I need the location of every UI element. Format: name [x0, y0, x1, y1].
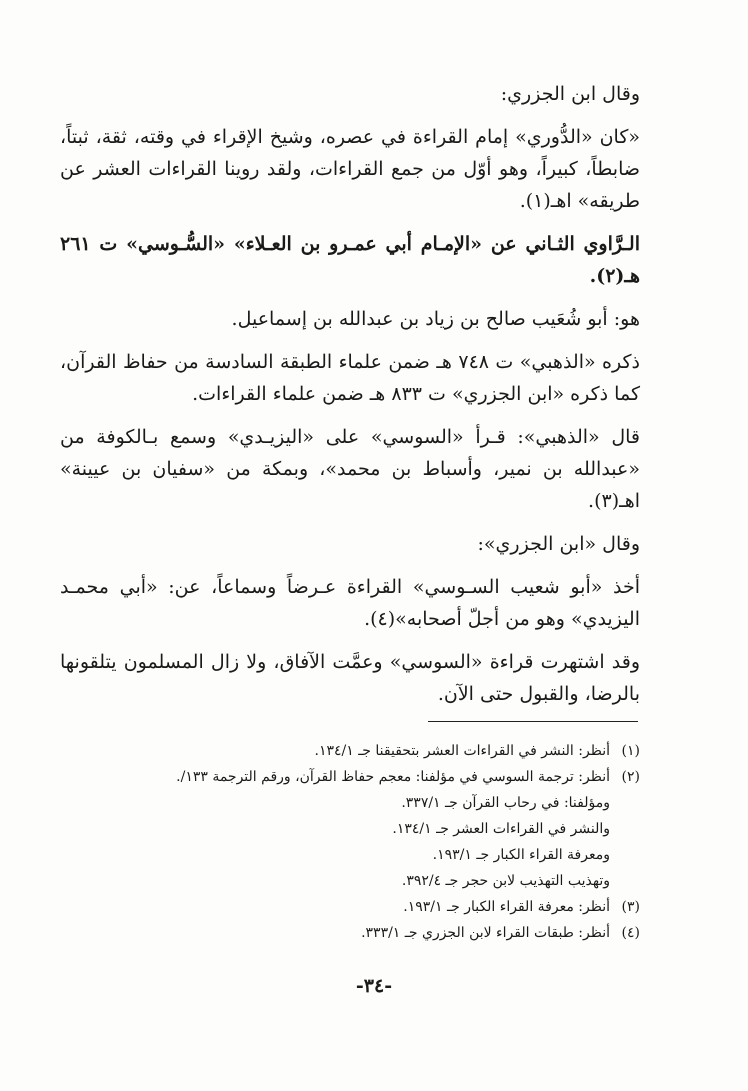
footnote-text: أنظر: طبقات القراء لابن الجزري جـ ٣٣٣/١. [361, 925, 610, 941]
footnotes [60, 738, 640, 946]
paragraph-duri-quote: «كان «الدُّوري» إمام القراءة في عصره، وشيخ الإقراء في وقته، ثقة، ثبتاً، ضابطاً، كبيراً، وهو أوّل من جمع القراءات، ولقد روينا القراءات العشر عن طريقه» اهـ(١). [60, 126, 640, 212]
footnote-text: أنظر: النشر في القراءات العشر بتحقيقنا جـ ١٣٤/١. [314, 743, 610, 759]
footnote-2-ref: ومؤلفنا: في رحاب القرآن جـ ٣٣٧/١. [401, 795, 610, 811]
paragraph-abu-shuayb: أخذ «أبو شعيب السـوسي» القراءة عـرضاً وسماعاً، عن: «أبي محمـد اليزيدي» وهو من أجلّ أصحابه»(٤). [60, 576, 640, 630]
footnote-number: (٣) [621, 899, 640, 915]
paragraph-dhahabi-mention: ذكره «الذهبي» ت ٧٤٨ هـ ضمن علماء الطبقة السادسة من حفاظ القرآن، كما ذكره «ابن الجزري» ت ٨٣٣ هـ ضمن علماء القراءات. [60, 351, 640, 405]
paragraph-susi-fame: وقد اشتهرت قراءة «السوسي» وعمَّت الآفاق، ولا زال المسلمون يتلقونها بالرضا، والقبول حتى الآن. [60, 651, 640, 705]
paragraph-ibn-jazari-intro: وقال ابن الجزري: [500, 83, 640, 105]
footnote-text: أنظر: ترجمة السوسي في مؤلفنا: معجم حفاظ القرآن، ورقم الترجمة ١٣٣/. [176, 769, 610, 785]
footnote-2-ref: وتهذيب التهذيب لابن حجر جـ ٣٩٢/٤. [401, 873, 610, 889]
footnote-divider [428, 721, 638, 722]
footnote-2-ref: ومعرفة القراء الكبار جـ ١٩٣/١. [432, 847, 610, 863]
paragraph-dhahabi-quote: قال «الذهبي»: قـرأ «السوسي» على «اليزيـدي» وسمع بـالكوفة من «عبدالله بن نمير، وأسباط بن محمد»، وبمكة من «سفيان بن عيينة» اهـ(٣). [60, 426, 640, 512]
paragraph-susi-name: هو: أبو شُعَيب صالح بن زياد بن عبدالله بن إسماعيل. [231, 308, 640, 330]
footnote-4 [60, 920, 640, 946]
footnote-1 [60, 738, 640, 764]
footnote-2-ref: والنشر في القراءات العشر جـ ١٣٤/١. [392, 821, 610, 837]
footnote-number: (٢) [621, 769, 640, 785]
footnote-number: (٤) [621, 925, 640, 941]
footnote-text: أنظر: معرفة القراء الكبار جـ ١٩٣/١. [403, 899, 610, 915]
main-text [60, 78, 640, 721]
footnote-3 [60, 894, 640, 920]
section-heading-susi: الـرَّاوي الثـاني عن «الإمـام أبي عمـرو بن العـلاء» «السُّـوسي» ت ٢٦١ هـ(٢). [60, 233, 640, 287]
paragraph-ibn-jazari-intro-2: وقال «ابن الجزري»: [477, 533, 640, 555]
footnote-2 [60, 764, 640, 790]
page-number: -٣٤- [355, 975, 393, 997]
footnote-number: (١) [621, 743, 640, 759]
